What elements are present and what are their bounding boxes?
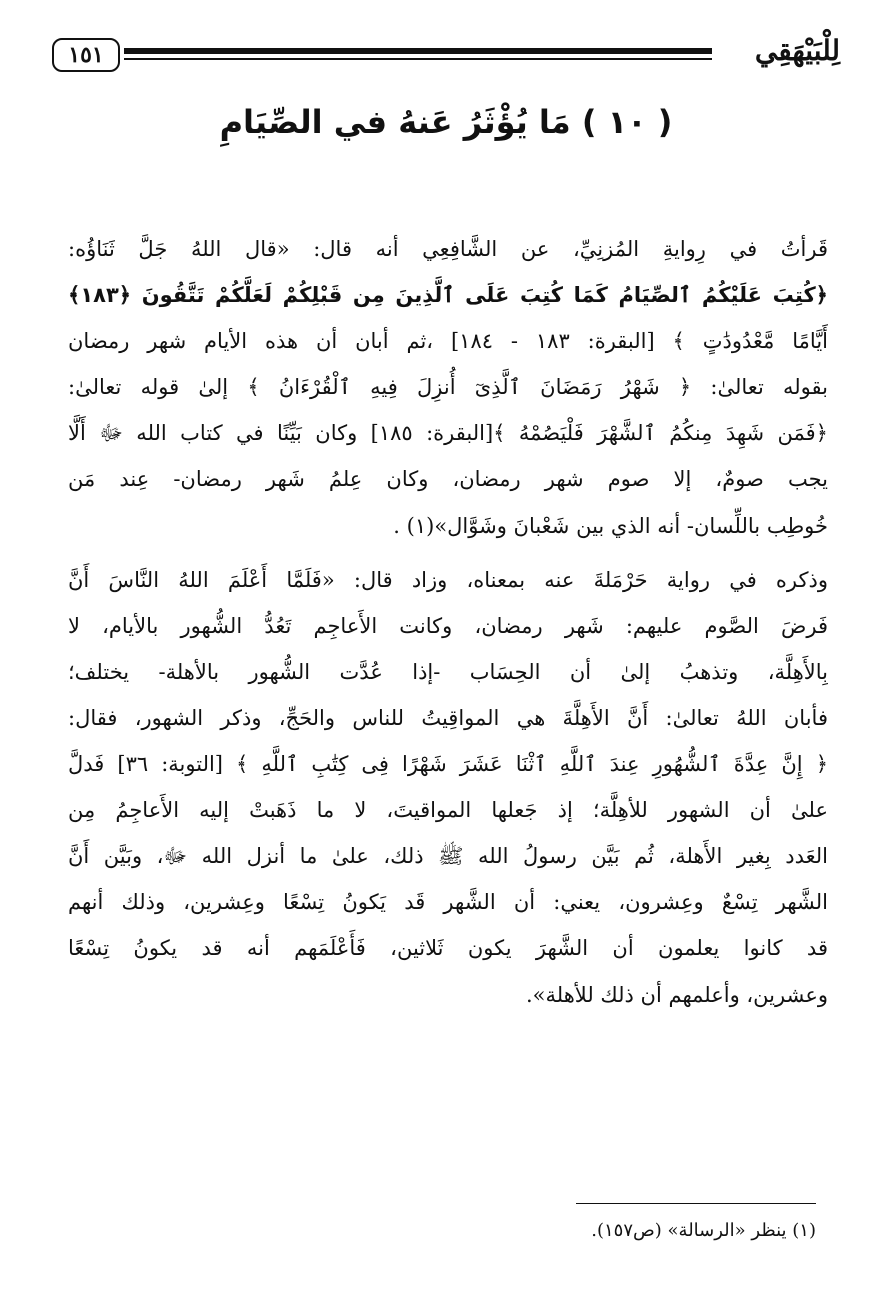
text-line: الشَّهر تِسْعٌ وعِشرون، يعني: أن الشَّهر قَد يَكونُ تِسْعًا وعِشرين، وذلك أنهم bbox=[68, 890, 828, 915]
page-number: ١٥١ bbox=[52, 38, 120, 72]
footnote-separator bbox=[576, 1203, 816, 1204]
text-line: بِالأَهِلَّة، وتذهبُ إلىٰ أن الحِسَاب -إذا عُدَّت الشُّهور بالأهلة- يختلف؛ bbox=[68, 659, 828, 684]
header-rule-thin bbox=[124, 58, 712, 60]
text-line: قَرأتُ في رِوايةِ المُزنِيِّ، عن الشَّافِعِي أنه قال: «قال اللهُ جَلَّ ثَنَاؤُه: bbox=[68, 237, 828, 261]
text-line: فأبان اللهُ تعالىٰ: أَنَّ الأَهِلَّةَ هي المواقِيتُ للناس والحَجِّ، وذكر الشهور، فقال: bbox=[68, 705, 828, 730]
running-header bbox=[52, 34, 840, 80]
text-line: وعشرين، وأعلمهم أن ذلك للأهلة». bbox=[526, 982, 828, 1007]
text-line: ﴿ إِنَّ عِدَّةَ ٱلشُّهُورِ عِندَ ٱللَّهِ ٱثْنَا عَشَرَ شَهْرًا فِى كِتَٰبِ ٱللَّهِ ﴾ [التوبة: ٣٦] فَدلَّ bbox=[68, 752, 828, 777]
text-line: وذكره في رواية حَرْمَلةَ عنه بمعناه، وزاد قال: «فَلَمَّا أَعْلَمَ اللهُ النَّاسَ أَنَّ bbox=[68, 567, 828, 592]
text-line: فَرضَ الصَّوم عليهم: شَهر رمضان، وكانت الأَعاجِم تَعُدُّ الشُّهور بالأيام، لا bbox=[68, 613, 828, 638]
paragraph-gap bbox=[68, 549, 828, 557]
chapter-title: ( ١٠ ) مَا يُؤْثَرُ عَنهُ في الصِّيَامِ bbox=[219, 103, 673, 141]
text-line: ﴿كُتِبَ عَلَيْكُمُ ٱلصِّيَامُ كَمَا كُتِبَ عَلَى ٱلَّذِينَ مِن قَبْلِكُمْ لَعَلَّكُمْ تَتَّقُونَ ﴿١٨٣﴾ bbox=[68, 283, 828, 308]
text-line: علىٰ أن الشهور للأهِلَّة؛ إذ جَعلها المواقيتَ، لا ما ذَهَبتْ إليه الأَعاجِمُ مِن bbox=[68, 798, 828, 823]
text-line: ﴿فَمَن شَهِدَ مِنكُمُ ٱلشَّهْرَ فَلْيَصُمْهُ ﴾[البقرة: ١٨٥] وكان بَيِّنًا في كتاب الله ﷻ أَلَّا bbox=[68, 421, 828, 446]
footnote: (١) ينظر «الرسالة» (ص١٥٧). bbox=[591, 1220, 816, 1241]
text-line: قد كانوا يعلمون أن الشَّهرَ يكون ثَلاثين، فَأَعْلَمَهم أنه قد يكونُ تِسْعًا bbox=[68, 936, 828, 961]
text-line: بقوله تعالىٰ: ﴿ شَهْرُ رَمَضَانَ ٱلَّذِىٓ أُنزِلَ فِيهِ ٱلْقُرْءَانُ ﴾ إلىٰ قوله تعالىٰ: bbox=[68, 375, 828, 400]
running-title: لِلْبَيْهَقِي bbox=[754, 34, 840, 67]
text-line: أَيَّامًا مَّعْدُودَٰتٍ ﴾ [البقرة: ١٨٣ - ١٨٤] ،ثم أبان أن هذه الأيام شهر رمضان bbox=[68, 329, 828, 354]
text-line: العَدد بِغير الأَهلة، ثُم بَيَّن رسولُ الله ﷺ ذلك، علىٰ ما أنزل الله ﷻ، وبَيَّن أَنَّ bbox=[68, 844, 828, 869]
header-rule-thick bbox=[124, 48, 712, 54]
text-line: خُوطِب باللِّسان- أنه الذي بين شَعْبانَ وشَوَّال»(١) . bbox=[393, 513, 828, 538]
text-line: يجب صومٌ، إلا صوم شهر رمضان، وكان عِلمُ شَهر رمضان- عِند مَن bbox=[68, 467, 828, 492]
body-text bbox=[68, 226, 828, 1018]
